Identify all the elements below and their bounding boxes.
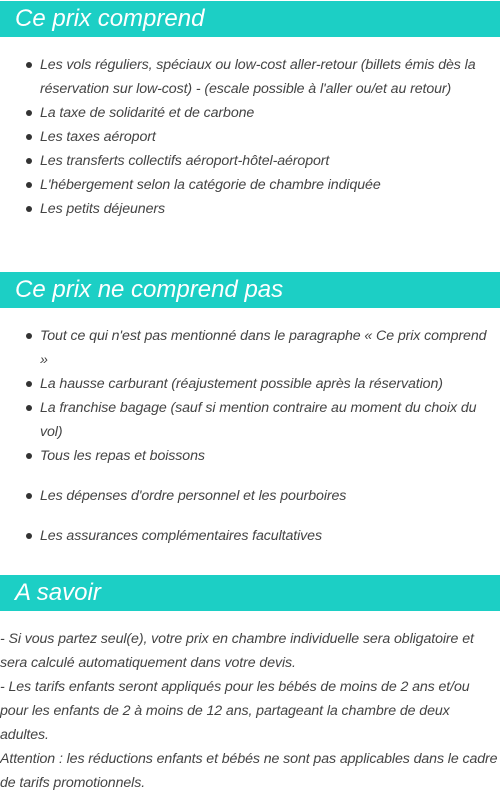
list-item-text: Les taxes aéroport: [40, 129, 156, 145]
list-item-text: Les assurances complémentaires facultatives: [40, 528, 322, 544]
list-item: [0, 484, 500, 508]
info-paragraph: - Les tarifs enfants seront appliqués pour les bébés de moins de 2 ans et/ou pour les enfants de 2 à moins de 12 ans, partageant la chambre de deux adultes.: [0, 679, 470, 743]
list-item-text: Les petits déjeuners: [40, 201, 165, 217]
list-item: [0, 101, 500, 125]
list-item-text: La franchise bagage (sauf si mention contraire au moment du choix du vol): [40, 400, 477, 440]
bullet-icon: [26, 110, 32, 116]
bullet-icon: [26, 405, 32, 411]
list-item: [0, 524, 500, 548]
section-title-excludes: Ce prix ne comprend pas: [0, 272, 500, 308]
bullet-icon: [26, 381, 32, 387]
list-item-text: Les transferts collectifs aéroport-hôtel-aéroport: [40, 153, 330, 169]
section-title-includes: Ce prix comprend: [0, 1, 500, 37]
list-item-text: La taxe de solidarité et de carbone: [40, 105, 255, 121]
list-item-text: Tout ce qui n'est pas mentionné dans le paragraphe « Ce prix comprend »: [40, 328, 487, 368]
list-item-text: Tous les repas et boissons: [40, 448, 205, 464]
bullet-icon: [26, 493, 32, 499]
list-item: [0, 324, 500, 372]
includes-list: [0, 53, 500, 221]
info-paragraph: Attention : les réductions enfants et bébés ne sont pas applicables dans le cadre de tarifs promotionnels.: [0, 751, 498, 791]
bullet-icon: [26, 62, 32, 68]
bullet-icon: [26, 182, 32, 188]
list-item: [0, 197, 500, 221]
bullet-icon: [26, 333, 32, 339]
list-item-text: L'hébergement selon la catégorie de chambre indiquée: [40, 177, 381, 193]
bullet-icon: [26, 158, 32, 164]
list-item: [0, 173, 500, 197]
list-item-text: Les dépenses d'ordre personnel et les pourboires: [40, 488, 347, 504]
list-item: [0, 396, 500, 444]
list-item: [0, 444, 500, 468]
info-paragraph: - Si vous partez seul(e), votre prix en chambre individuelle sera obligatoire et sera calculé automatiquement dans votre devis.: [0, 631, 474, 671]
list-item-text: Les vols réguliers, spéciaux ou low-cost aller-retour (billets émis dès la réservation sur low-cost) - (escale possible à l'aller ou/et au retour): [40, 57, 476, 97]
list-item: [0, 53, 500, 101]
bullet-icon: [26, 206, 32, 212]
section-title-info: A savoir: [0, 575, 500, 611]
bullet-icon: [26, 134, 32, 140]
bullet-icon: [26, 533, 32, 539]
info-text: [0, 627, 500, 795]
excludes-list: [0, 324, 500, 548]
list-item-text: La hausse carburant (réajustement possible après la réservation): [40, 376, 443, 392]
list-item: [0, 372, 500, 396]
bullet-icon: [26, 453, 32, 459]
list-item: [0, 149, 500, 173]
list-item: [0, 125, 500, 149]
